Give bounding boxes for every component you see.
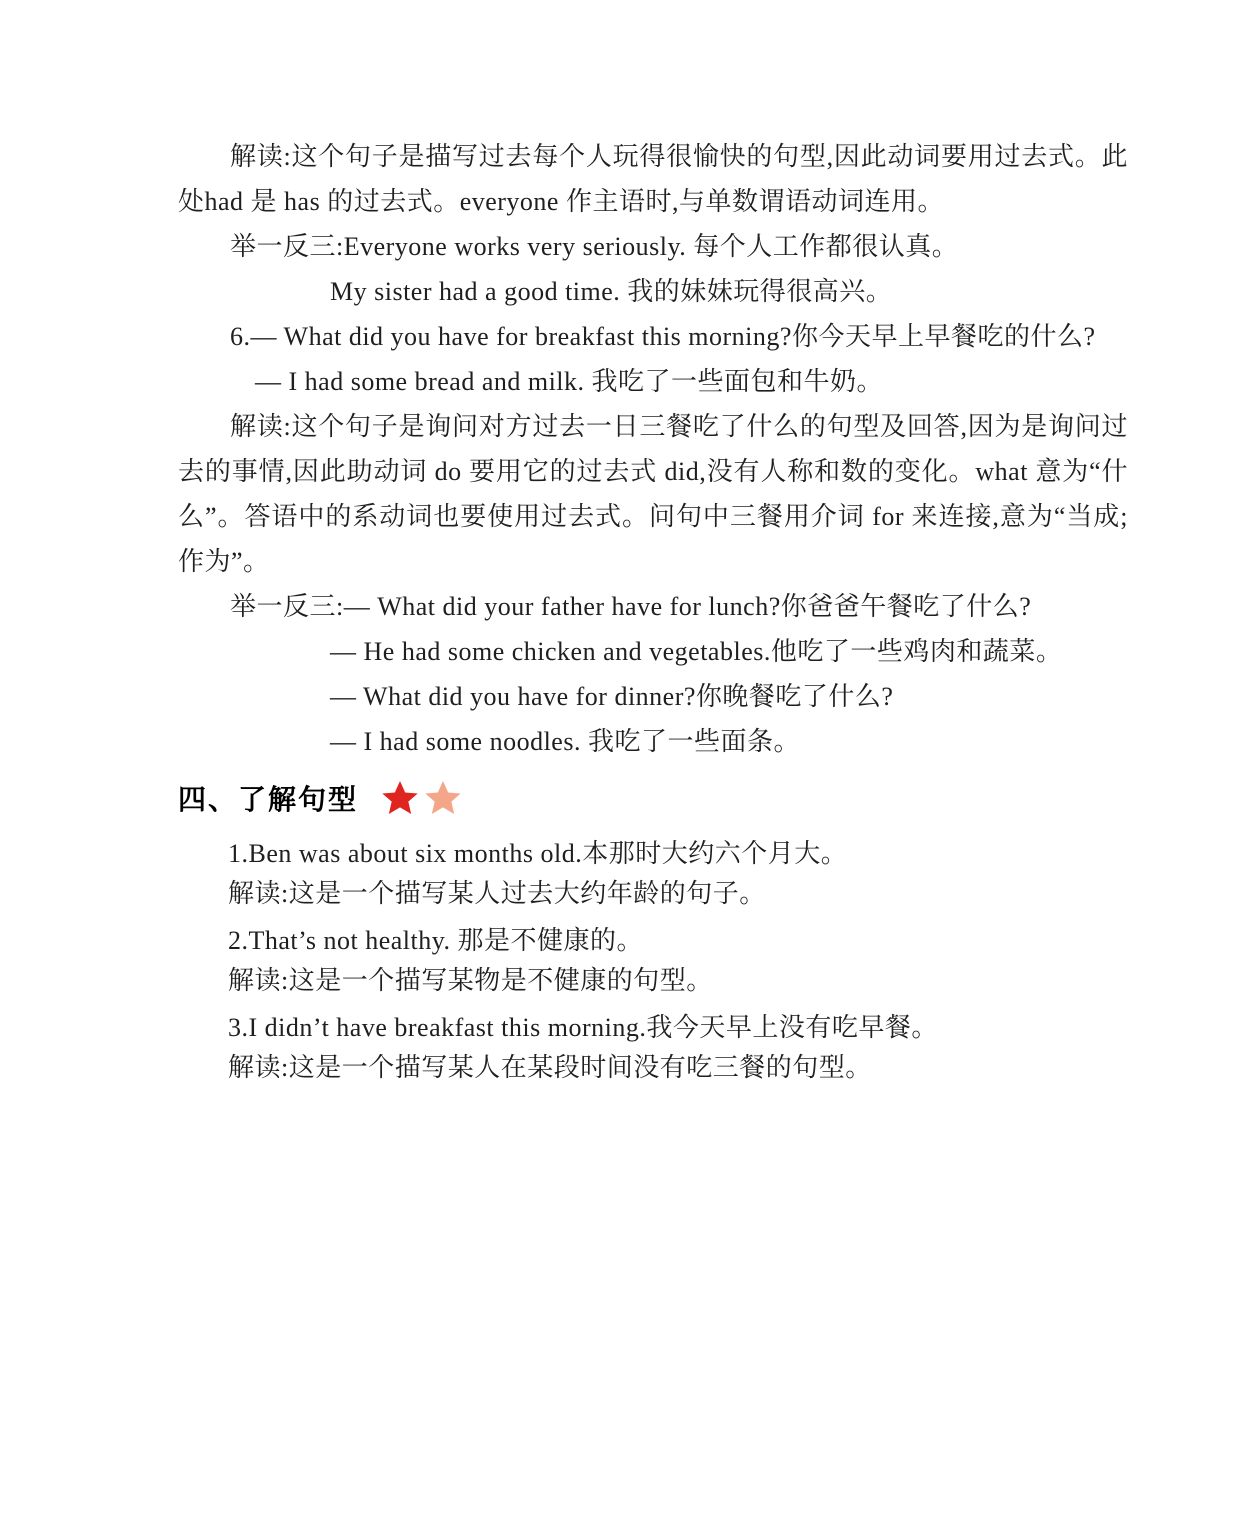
explanation-line: 解读:这是一个描写某人在某段时间没有吃三餐的句型。	[228, 1053, 872, 1082]
section-title: 四、了解句型	[178, 785, 359, 816]
numbered-sentence: 1.Ben was about six months old.本那时大约六个月大。	[228, 839, 848, 868]
example-line: — I had some noodles. 我吃了一些面条。	[330, 727, 800, 756]
explanation-line: 解读:这是一个描写某人过去大约年龄的句子。	[228, 879, 766, 908]
example-line: 举一反三:— What did your father have for lunch?你爸爸午餐吃了什么?	[230, 592, 1032, 621]
numbered-sentence: 3.I didn’t have breakfast this morning.我今天早上没有吃早餐。	[228, 1013, 938, 1042]
numbered-sentence: 2.That’s not healthy. 那是不健康的。	[228, 926, 644, 955]
example-line: My sister had a good time. 我的妹妹玩得很高兴。	[330, 277, 893, 306]
explanation-line: 解读:这是一个描写某物是不健康的句型。	[228, 966, 713, 995]
answer-line: — I had some bread and milk. 我吃了一些面包和牛奶。	[255, 367, 884, 396]
star-icon	[423, 778, 463, 818]
example-line: — He had some chicken and vegetables.他吃了一些鸡肉和蔬菜。	[330, 637, 1063, 666]
star-icon	[380, 778, 420, 818]
numbered-sentence: 6.— What did you have for breakfast this morning?你今天早上早餐吃的什么?	[230, 322, 1096, 351]
example-line: — What did you have for dinner?你晚餐吃了什么?	[330, 682, 894, 711]
difficulty-stars	[380, 778, 463, 818]
section-header	[178, 774, 1128, 822]
document-body	[178, 134, 1128, 1088]
example-line: 举一反三:Everyone works very seriously. 每个人工作都很认真。	[230, 232, 959, 261]
explanation-paragraph: 解读:这个句子是询问对方过去一日三餐吃了什么的句型及回答,因为是询问过去的事情,因此助动词 do 要用它的过去式 did,没有人称和数的变化。what 意为“什么”。答语中的系动词也要使用过去式。问句中三餐用介词 for 来连接,意为“当成;作为”。	[178, 412, 1128, 576]
explanation-paragraph: 解读:这个句子是描写过去每个人玩得很愉快的句型,因此动词要用过去式。此处had 是 has 的过去式。everyone 作主语时,与单数谓语动词连用。	[178, 142, 1128, 216]
